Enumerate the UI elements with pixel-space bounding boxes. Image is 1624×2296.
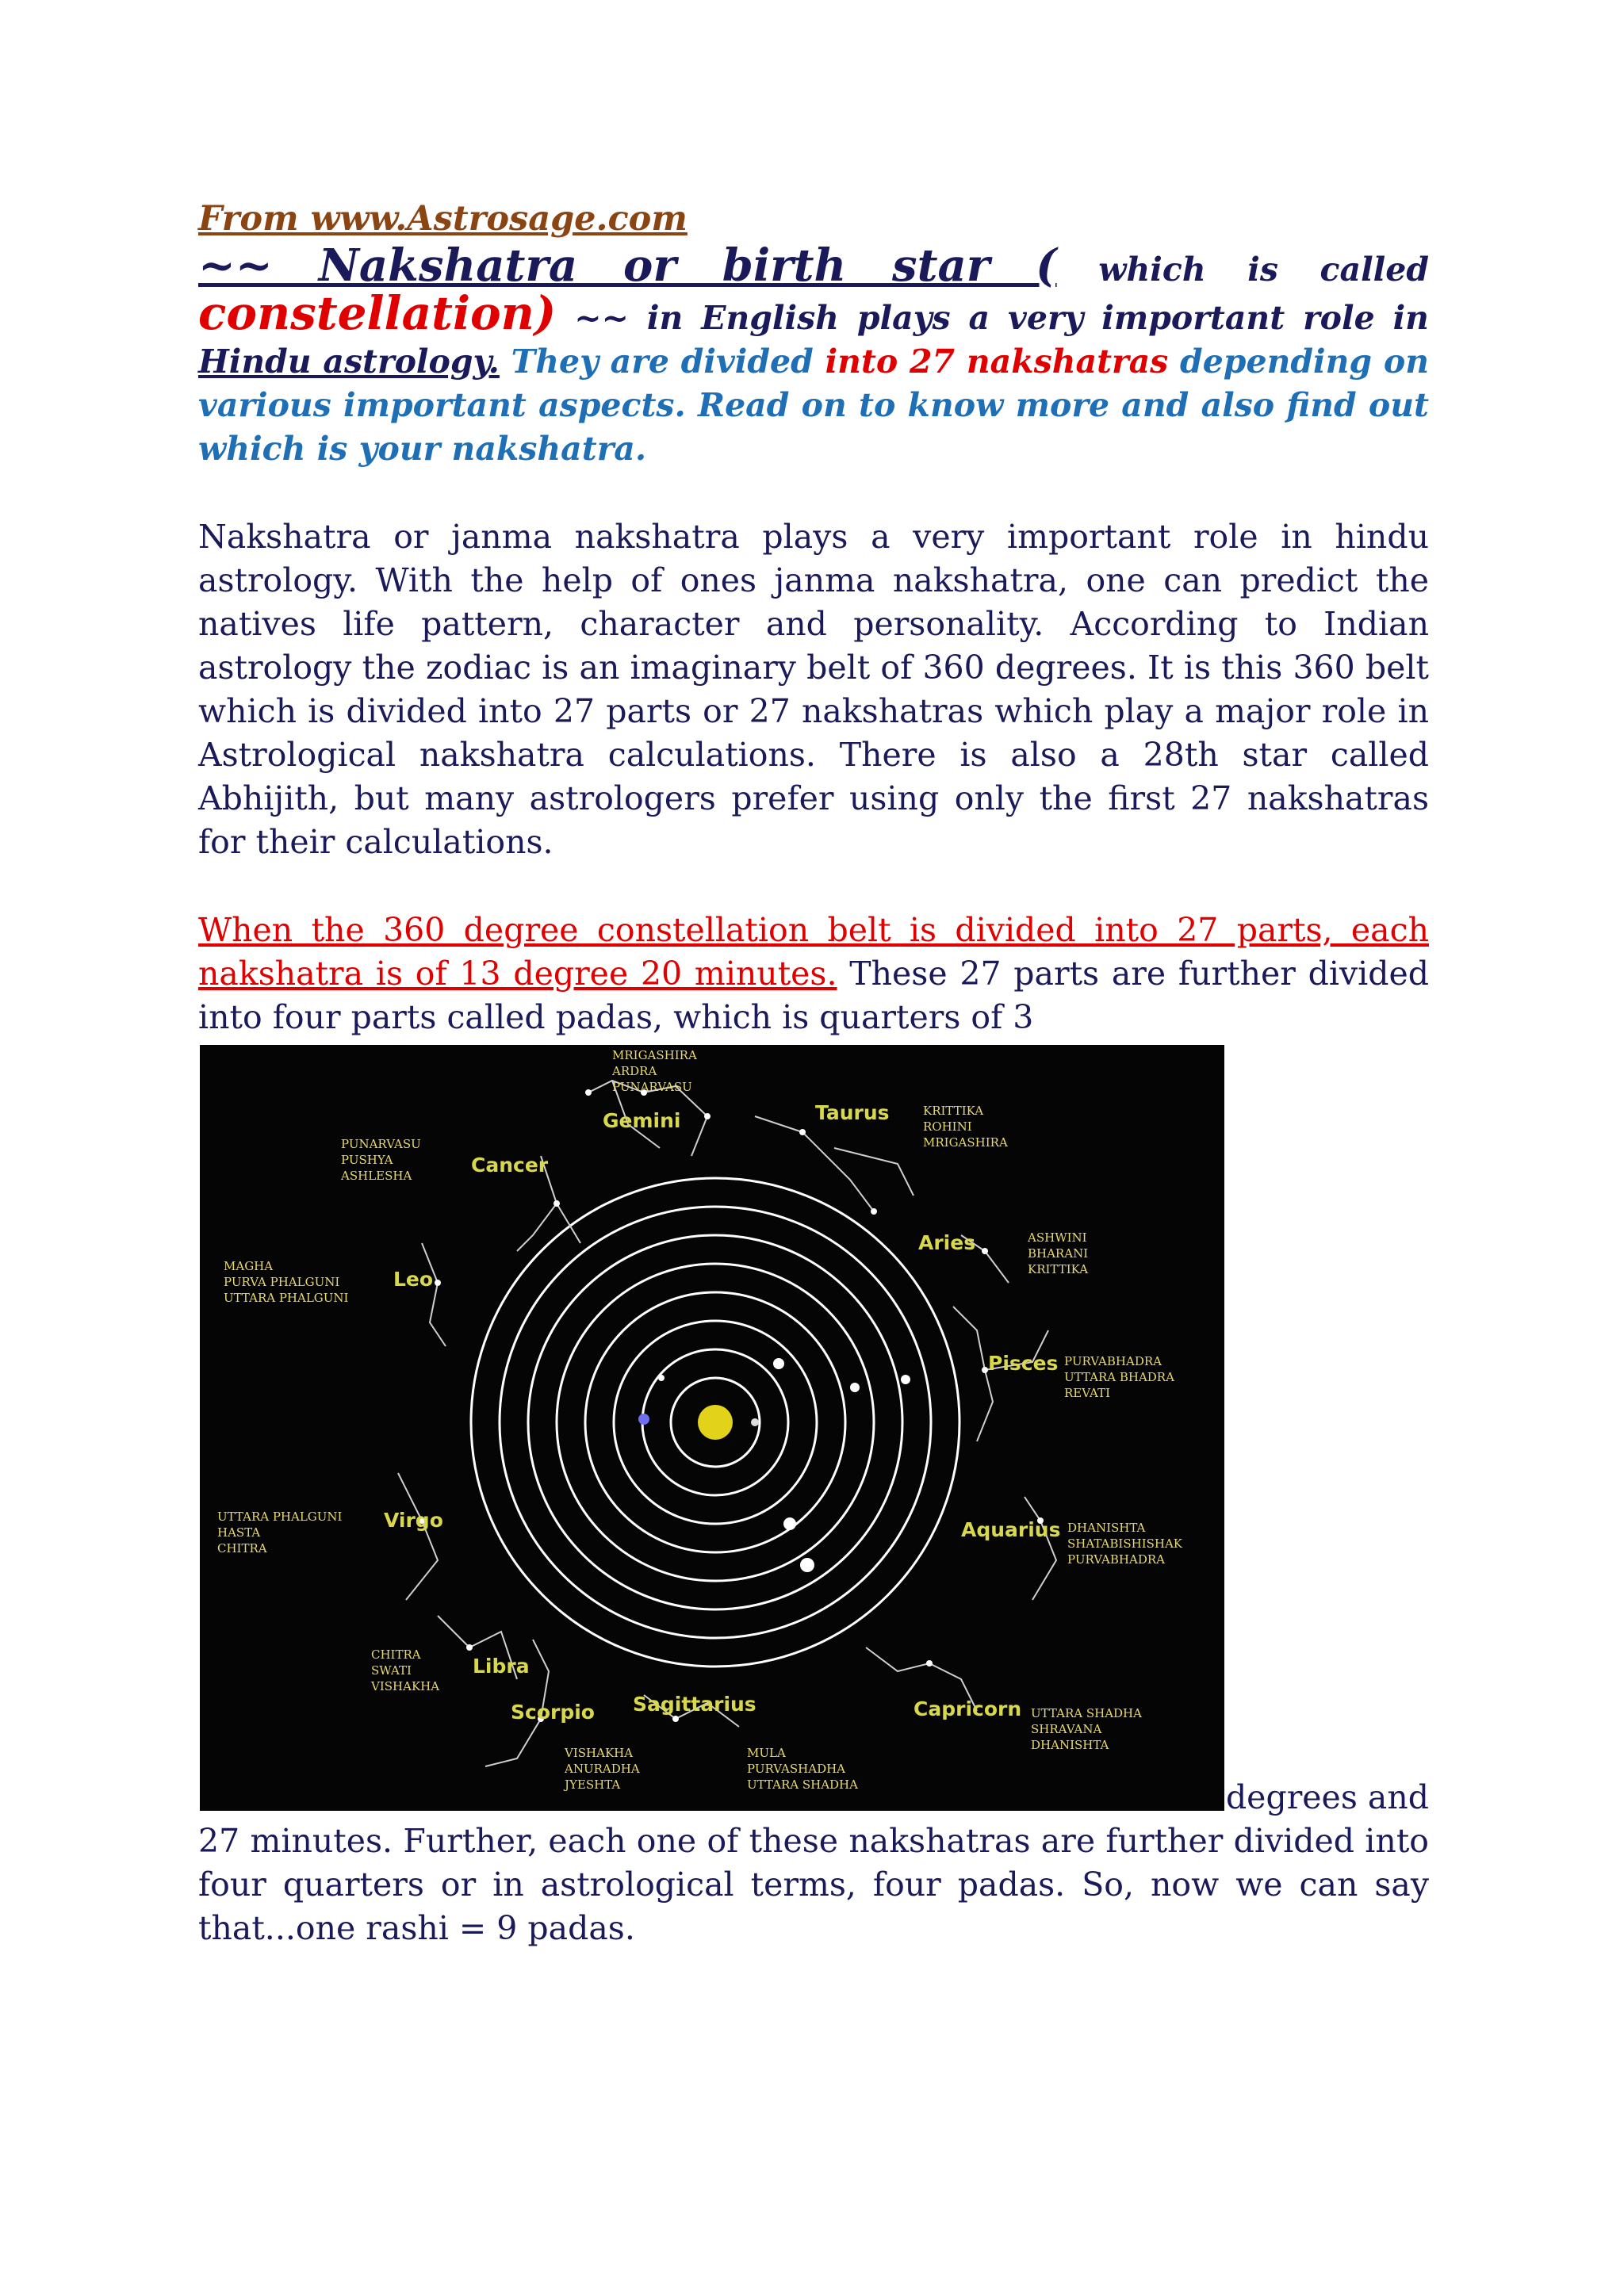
intro-text-2: ~~ in English plays a very important role in (556, 299, 1429, 337)
planet-icon (658, 1375, 665, 1381)
sign-label-sagittarius: Sagittarius (633, 1693, 756, 1716)
nakshatra-label: ASHWINI (1028, 1230, 1087, 1245)
nakshatra-label: CHITRA (217, 1541, 267, 1556)
highlight-text: When the 360 degree constellation belt is divided into 27 parts, each nakshatra is of 13 degree 20 minutes. (198, 911, 1429, 993)
source-line[interactable]: From www.Astrosage.com (198, 199, 688, 239)
nakshatra-label: HASTA (217, 1525, 261, 1540)
intro-27-nakshatras: into 27 nakshatras (825, 342, 1169, 381)
sign-label-capricorn: Capricorn (914, 1697, 1022, 1720)
nakshatra-label: REVATI (1064, 1386, 1111, 1400)
nakshatra-label: PURVASHADHA (747, 1762, 846, 1776)
nakshatra-label: UTTARA PHALGUNI (224, 1291, 349, 1305)
nakshatra-label: SHATABISHISHAK (1067, 1536, 1183, 1551)
intro-text-4: depending on various important aspects. Read on to know more and also find out which is your nakshatra. (198, 342, 1430, 468)
paragraph-nakshatra: Nakshatra or janma nakshatra plays a very important role in hindu astrology. With the help of ones janma nakshatra, one can predict the natives life pattern, character and personality. According to Indian astrology the zodiac is an imaginary belt of 360 degrees. It is this 360 belt which is divided into 27 parts or 27 nakshatras which play a major role in Astrological nakshatra calculations. There is also a 28th star called Abhijith, but many astrologers prefer using only the first 27 nakshatras for their calculations. (198, 518, 1429, 861)
sign-label-taurus: Taurus (815, 1101, 890, 1124)
sun-icon (698, 1405, 733, 1440)
nakshatra-label: UTTARA PHALGUNI (217, 1510, 343, 1524)
sign-label-cancer: Cancer (471, 1154, 549, 1177)
intro-text-1: which is called (1056, 251, 1429, 289)
zodiac-diagram (200, 1045, 1224, 1811)
sign-label-libra: Libra (473, 1655, 530, 1678)
nakshatra-label: KRITTIKA (923, 1104, 984, 1118)
nakshatra-label: MAGHA (224, 1259, 274, 1273)
intro-paragraph (198, 239, 1430, 471)
intro-title: ~~ Nakshatra or birth star ( (198, 239, 1057, 292)
nakshatra-label: BHARANI (1028, 1246, 1089, 1261)
nakshatra-label: ARDRA (612, 1064, 657, 1078)
intro-text-3: They are divided (499, 342, 825, 381)
continued-line: degrees and (1225, 1778, 1429, 1816)
planet-icon (638, 1414, 649, 1425)
article-body (198, 193, 1429, 1039)
nakshatra-label: UTTARA SHADHA (747, 1777, 858, 1792)
sign-label-gemini: Gemini (603, 1109, 681, 1132)
nakshatra-label: JYESHTA (565, 1777, 621, 1792)
intro-hindu-astrology: Hindu astrology. (198, 342, 500, 381)
planet-icon (783, 1517, 796, 1530)
nakshatra-label: DHANISHTA (1067, 1521, 1146, 1535)
continued-paragraph: 27 minutes. Further, each one of these nakshatras are further divided into four quarters or in astrological terms, four padas. So, now we can say that...one rashi = 9 padas. (198, 1822, 1429, 1947)
nakshatra-label: PUNARVASU (341, 1137, 421, 1151)
planet-icon (800, 1558, 814, 1572)
nakshatra-label: ANURADHA (565, 1762, 640, 1776)
nakshatra-label: PURVABHADRA (1067, 1552, 1165, 1567)
nakshatra-label: MRIGASHIRA (923, 1135, 1008, 1150)
sign-label-pisces: Pisces (988, 1352, 1059, 1375)
nakshatra-label: UTTARA BHADRA (1064, 1370, 1174, 1384)
nakshatra-label: PUSHYA (341, 1153, 393, 1167)
nakshatra-label: PURVABHADRA (1064, 1354, 1162, 1368)
planet-icon (850, 1383, 860, 1392)
nakshatra-label: VISHAKHA (565, 1746, 634, 1760)
nakshatra-label: CHITRA (371, 1647, 421, 1662)
nakshatra-label: KRITTIKA (1028, 1262, 1089, 1276)
continued-text (198, 1776, 1429, 1950)
planet-icon (901, 1375, 910, 1384)
zodiac-figure (200, 1045, 1224, 1811)
planet-icon (751, 1418, 759, 1426)
nakshatra-label: MULA (747, 1746, 786, 1760)
nakshatra-label: DHANISHTA (1031, 1738, 1109, 1752)
sign-label-scorpio: Scorpio (511, 1701, 595, 1724)
nakshatra-label: UTTARA SHADHA (1031, 1706, 1142, 1720)
nakshatra-label: PURVA PHALGUNI (224, 1275, 340, 1289)
sign-label-leo: Leo (393, 1268, 434, 1291)
nakshatra-label: PUNARVASU (612, 1080, 692, 1094)
sign-label-aries: Aries (918, 1231, 976, 1254)
nakshatra-label: MRIGASHIRA (612, 1048, 697, 1062)
sign-label-aquarius: Aquarius (961, 1518, 1061, 1541)
intro-constellation: constellation) (198, 286, 557, 340)
nakshatra-label: ROHINI (923, 1119, 972, 1134)
sign-label-virgo: Virgo (384, 1509, 443, 1532)
paragraph-division-rest: These 27 parts are further divided into four parts called padas, which is quarters of 3 (198, 955, 1429, 1036)
nakshatra-label: SHRAVANA (1031, 1722, 1102, 1736)
nakshatra-label: VISHAKHA (371, 1679, 440, 1693)
nakshatra-label: SWATI (371, 1663, 412, 1678)
planet-icon (773, 1358, 784, 1369)
paragraph-division (198, 909, 1429, 1039)
nakshatra-label: ASHLESHA (341, 1169, 412, 1183)
